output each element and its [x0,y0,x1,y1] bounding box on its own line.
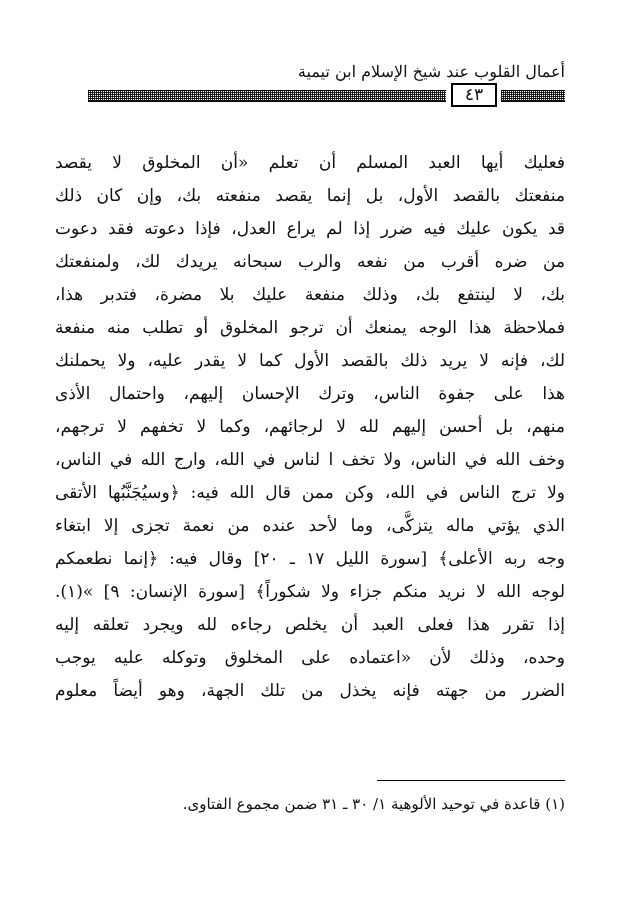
footnote-separator [377,780,565,781]
text-line: الضرر من جهته فإنه يخذل من تلك الجهة، وهو أيضاً معلوم [55,681,565,701]
body-text [55,147,565,708]
text-line: فعليك أيها العبد المسلم أن تعلم «أن المخلوق لا يقصد [55,153,565,173]
text-line: إذا تقرر هذا فعلى العبد أن يخلص رجاءه لله ويجرد تعلقه إليه [55,615,565,635]
text-line: وجه ربه الأعلى﴾ [سورة الليل ١٧ ـ ٢٠] وقال فيه: ﴿إنما نطعمكم [55,549,565,569]
header-hatched-band-right [501,90,565,102]
text-line: فملاحظة هذا الوجه يمنعك أن ترجو المخلوق أو تطلب منه منفعة [55,318,565,338]
text-line: لك، فإنه لا يريد ذلك بالقصد الأول كما لا يقدر عليه، ولا يحملنك [55,351,565,371]
text-line: وخف الله في الناس، ولا تخف ا لناس في الله، وارج الله في الناس، [55,450,565,470]
text-line: منفعتك بالقصد الأول، بل إنما يقصد منفعته بك، وإن كان ذلك [55,186,565,206]
text-line: لوجه الله لا نريد منكم جزاء ولا شكوراً﴾ [سورة الإنسان: ٩] »(١). [55,582,565,602]
text-line: منهم، بل أحسن إليهم لله لا لرجائهم، وكما لا تخفهم لا ترجهم، [55,417,565,437]
text-line: من ضره أقرب من نفعه والرب سبحانه يريدك لك، ولمنفعتك [55,252,565,272]
text-line: الذي يؤتي ماله يتزكَّى، وما لأحد عنده من نعمة تجزى إلا ابتغاء [55,516,565,536]
text-line: بك، لا لينتفع بك، وذلك منفعة عليك بلا مضرة، فتدبر هذا، [55,285,565,305]
text-line: وحده، وذلك لأن «اعتماده على المخلوق وتوكله عليه يوجب [55,648,565,668]
text-line: ولا ترج الناس في الله، وكن ممن قال الله فيه: ﴿وسيُجَنَّبُها الأتقى [55,483,565,503]
footnote: (١) قاعدة في توحيد الألوهية ١/ ٣٠ ـ ٣١ ضمن مجموع الفتاوى. [182,795,565,813]
text-line: قد يكون عليك فيه ضرر إذا لم يراع العدل، فإذا دعوته فقد دعوت [55,219,565,239]
page-number: ٤٣ [451,83,497,107]
header-hatched-band [88,90,446,102]
header-ornamental-rule [88,88,446,104]
text-line: هذا على جفوة الناس، وترك الإحسان إليهم، واحتمال الأذى [55,384,565,404]
running-header-title: أعمال القلوب عند شيخ الإسلام ابن تيمية [297,62,565,81]
